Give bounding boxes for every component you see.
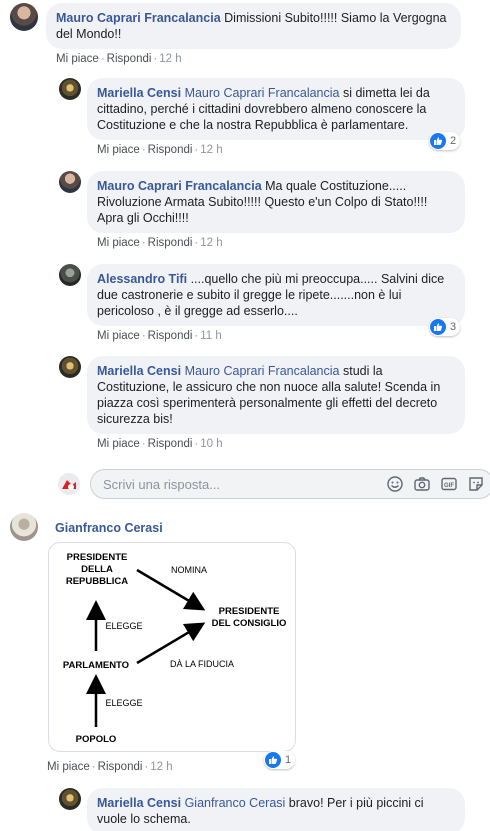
comment-bubble xyxy=(46,3,461,49)
gif-icon[interactable] xyxy=(440,475,458,493)
like-link[interactable]: Mi piace xyxy=(97,237,140,249)
reply-text: studi la Costituzione, le assicuro che non nuoce alla salute! Scenda in piazza così sperimenterà personalmente gli effetti del decreto sicurezza bis! xyxy=(97,364,441,426)
diagram-label-president: PRESIDENTE xyxy=(66,552,128,563)
reply-input[interactable] xyxy=(90,469,490,499)
reply-bubble xyxy=(87,264,465,326)
reply xyxy=(59,356,465,450)
avatar[interactable] xyxy=(59,264,81,286)
like-link[interactable]: Mi piace xyxy=(97,144,140,156)
reply-author[interactable]: Mariella Censi xyxy=(97,796,182,810)
diagram-label-parlamento: PARLAMENTO xyxy=(62,660,130,671)
sticker-icon[interactable] xyxy=(467,475,485,493)
reply-actions: Mi piace · Rispondi · 12 h xyxy=(97,237,223,249)
reply-composer xyxy=(58,469,490,499)
diagram-label-elegge-top: ELEGGE xyxy=(105,621,143,631)
reply-actions: Mi piace · Rispondi · 10 h xyxy=(97,438,223,450)
reply-bubble xyxy=(87,171,465,233)
avatar[interactable] xyxy=(59,171,81,193)
reaction-count[interactable] xyxy=(429,318,460,336)
comment-text: Dimissioni Subito!!!!! Siamo la Vergogna del Mondo!! xyxy=(56,11,447,41)
arrow-nomina xyxy=(137,570,201,608)
reaction-number: 1 xyxy=(285,754,292,766)
like-link[interactable]: Mi piace xyxy=(97,330,140,342)
reply-link[interactable]: Rispondi xyxy=(147,144,193,156)
avatar[interactable] xyxy=(59,356,81,378)
thumbs-up-icon xyxy=(265,752,281,768)
mention-link[interactable]: Gianfranco Cerasi xyxy=(184,796,286,810)
reply-actions: Mi piace · Rispondi · 11 h xyxy=(97,330,222,342)
emoji-icon[interactable] xyxy=(386,475,404,493)
reply-link[interactable]: Rispondi xyxy=(97,761,143,773)
comment-author[interactable]: Mauro Caprari Francalancia xyxy=(56,11,221,25)
avatar[interactable] xyxy=(10,513,38,541)
diagram-label-elegge-bottom: ELEGGE xyxy=(105,698,143,708)
reply-bubble xyxy=(87,356,465,434)
reply-time[interactable]: 12 h xyxy=(200,144,223,156)
government-diagram xyxy=(49,543,296,752)
reply-placeholder: Scrivi una risposta... xyxy=(103,476,221,492)
composer-icons xyxy=(386,475,485,493)
reply-link[interactable]: Rispondi xyxy=(147,237,193,249)
reaction-number: 3 xyxy=(450,321,457,333)
reply-text: ....quello che più mi preoccupa..... Salvini dice due castronerie e subito il gregge le ripete.......non è lui pericoloso , è il gregge ad esserlo.... xyxy=(97,272,445,318)
diagram-image[interactable] xyxy=(48,542,296,752)
avatar[interactable] xyxy=(59,78,81,100)
svg-text:GIF: GIF xyxy=(444,482,454,489)
reaction-count[interactable] xyxy=(429,132,460,150)
reply xyxy=(59,78,465,156)
like-link[interactable]: Mi piace xyxy=(47,761,90,773)
user-avatar[interactable] xyxy=(58,473,80,495)
reply-time[interactable]: 10 h xyxy=(200,438,223,450)
avatar[interactable] xyxy=(10,3,38,31)
reply-link[interactable]: Rispondi xyxy=(106,53,152,65)
comment xyxy=(10,513,163,541)
like-link[interactable]: Mi piace xyxy=(97,438,140,450)
diagram-label-pdc2: DEL CONSIGLIO xyxy=(211,618,287,629)
reaction-count[interactable] xyxy=(264,751,295,769)
reply-actions: Mi piace · Rispondi · 12 h xyxy=(97,144,223,156)
reply-text: bravo! Per i più piccini ci vuole lo schema. xyxy=(97,796,424,826)
diagram-label-pdc1: PRESIDENTE xyxy=(218,606,280,617)
reply xyxy=(59,788,465,831)
like-link[interactable]: Mi piace xyxy=(56,53,99,65)
reply-bubble xyxy=(87,78,465,140)
comment-time[interactable]: 12 h xyxy=(150,761,173,773)
reply-text: Ma quale Costituzione..... Rivoluzione Armata Subito!!!!! Questo e'un Colpo di Stato!!!! Apra gli Occhi!!!! xyxy=(97,179,428,225)
reply-link[interactable]: Rispondi xyxy=(147,330,193,342)
thumbs-up-icon xyxy=(430,319,446,335)
reply-author[interactable]: Mauro Caprari Francalancia xyxy=(97,179,262,193)
avatar[interactable] xyxy=(59,788,81,810)
reply-time[interactable]: 12 h xyxy=(200,237,223,249)
diagram-label-nomina: NOMINA xyxy=(171,565,207,575)
comment xyxy=(10,3,461,65)
reply xyxy=(59,264,465,342)
arrow-fiducia xyxy=(137,625,201,663)
comment-time[interactable]: 12 h xyxy=(159,53,182,65)
reply xyxy=(59,171,465,249)
mention-link[interactable]: Mauro Caprari Francalancia xyxy=(184,364,340,378)
reply-text: si dimetta lei da cittadino, perché i cittadini dovrebbero almeno conoscere la Costituzione e che la nostra Repubblica è parlamentare. xyxy=(97,86,430,132)
reply-author[interactable]: Alessandro Tifi xyxy=(97,272,188,286)
reply-bubble xyxy=(87,788,465,831)
comment-author[interactable]: Gianfranco Cerasi xyxy=(55,521,163,535)
diagram-label-fiducia: DÀ LA FIDUCIA xyxy=(169,659,235,669)
reply-author[interactable]: Mariella Censi xyxy=(97,86,182,100)
diagram-label-della: DELLA xyxy=(81,564,113,575)
profile-icon xyxy=(58,473,80,495)
mention-link[interactable]: Mauro Caprari Francalancia xyxy=(184,86,340,100)
diagram-label-repubblica: REPUBBLICA xyxy=(65,576,129,587)
reply-time[interactable]: 11 h xyxy=(200,330,222,342)
reply-author[interactable]: Mariella Censi xyxy=(97,364,182,378)
comment-actions: Mi piace · Rispondi · 12 h xyxy=(47,761,173,773)
camera-icon[interactable] xyxy=(413,475,431,493)
reaction-number: 2 xyxy=(450,135,457,147)
thumbs-up-icon xyxy=(430,133,446,149)
comment-actions: Mi piace · Rispondi · 12 h xyxy=(56,53,182,65)
diagram-label-popolo: POPOLO xyxy=(75,734,117,745)
reply-link[interactable]: Rispondi xyxy=(147,438,193,450)
